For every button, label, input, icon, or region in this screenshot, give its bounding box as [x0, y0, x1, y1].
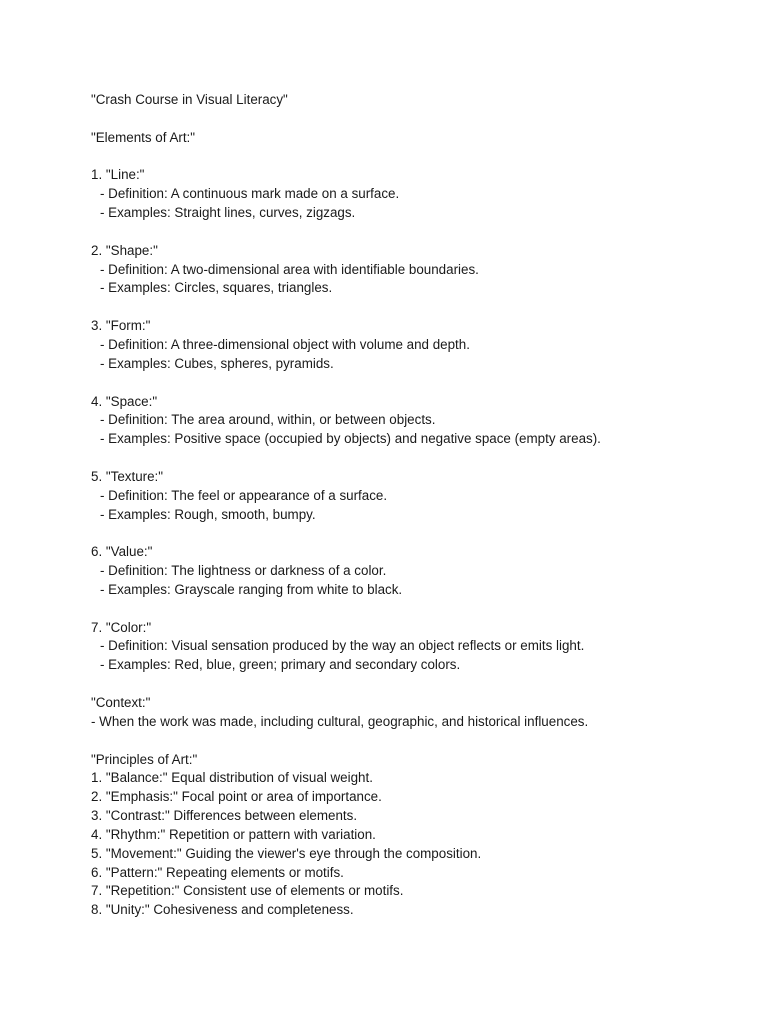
element-definition: - Definition: A two-dimensional area with identifiable boundaries.	[100, 261, 479, 277]
element-heading: 6. "Value:"	[91, 544, 153, 560]
spacer	[91, 298, 731, 317]
element-definition: - Definition: The lightness or darkness of a color.	[100, 563, 387, 579]
element-heading: 4. "Space:"	[91, 393, 158, 409]
document-title: "Crash Course in Visual Literacy"	[91, 92, 288, 107]
principle-item: 5. "Movement:" Guiding the viewer's eye through the composition.	[91, 845, 482, 861]
element-definition: - Definition: Visual sensation produced by the way an object reflects or emits light.	[100, 638, 585, 654]
principles-heading: "Principles of Art:"	[91, 751, 198, 767]
element-heading: 3. "Form:"	[91, 318, 151, 334]
element-item-space	[91, 393, 731, 450]
element-heading: 7. "Color:"	[91, 619, 152, 635]
spacer	[91, 148, 731, 167]
element-item-line	[91, 166, 731, 223]
principle-item: 6. "Pattern:" Repeating elements or motifs.	[91, 864, 344, 880]
element-item-color	[91, 619, 731, 676]
element-examples: - Examples: Red, blue, green; primary and secondary colors.	[100, 657, 461, 673]
context-heading: "Context:"	[91, 695, 151, 710]
principle-item: 4. "Rhythm:" Repetition or pattern with variation.	[91, 826, 376, 842]
principle-item: 2. "Emphasis:" Focal point or area of importance.	[91, 789, 382, 805]
document-page	[91, 91, 731, 920]
element-heading: 2. "Shape:"	[91, 242, 158, 258]
element-examples: - Examples: Rough, smooth, bumpy.	[100, 506, 316, 522]
principle-item: 3. "Contrast:" Differences between elements.	[91, 808, 358, 824]
element-definition: - Definition: A three-dimensional object with volume and depth.	[100, 336, 470, 352]
context-text: - When the work was made, including cultural, geographic, and historical influences.	[91, 713, 589, 729]
element-heading: 5. "Texture:"	[91, 468, 164, 484]
element-definition: - Definition: The feel or appearance of a surface.	[100, 487, 388, 503]
element-item-shape	[91, 242, 731, 299]
elements-heading: "Elements of Art:"	[91, 129, 196, 145]
element-item-texture	[91, 468, 731, 525]
spacer	[91, 524, 731, 543]
element-definition: - Definition: The area around, within, or between objects.	[100, 412, 436, 428]
principle-item: 8. "Unity:" Cohesiveness and completeness.	[91, 902, 354, 918]
element-examples: - Examples: Positive space (occupied by objects) and negative space (empty areas).	[100, 431, 601, 447]
element-examples: - Examples: Straight lines, curves, zigzags.	[100, 205, 356, 221]
principles-section	[91, 751, 731, 921]
element-examples: - Examples: Circles, squares, triangles.	[100, 280, 333, 296]
spacer	[91, 600, 731, 619]
spacer	[91, 223, 731, 242]
spacer	[91, 732, 731, 751]
element-examples: - Examples: Cubes, spheres, pyramids.	[100, 355, 334, 371]
context-section	[91, 694, 731, 732]
element-examples: - Examples: Grayscale ranging from white to black.	[100, 581, 403, 597]
principle-item: 7. "Repetition:" Consistent use of elements or motifs.	[91, 883, 404, 899]
spacer	[91, 449, 731, 468]
element-item-form	[91, 317, 731, 374]
spacer	[91, 675, 731, 694]
spacer	[91, 374, 731, 393]
element-definition: - Definition: A continuous mark made on a surface.	[100, 186, 400, 202]
spacer	[91, 110, 731, 129]
element-item-value	[91, 543, 731, 600]
principle-item: 1. "Balance:" Equal distribution of visual weight.	[91, 770, 373, 786]
element-heading: 1. "Line:"	[91, 167, 145, 183]
